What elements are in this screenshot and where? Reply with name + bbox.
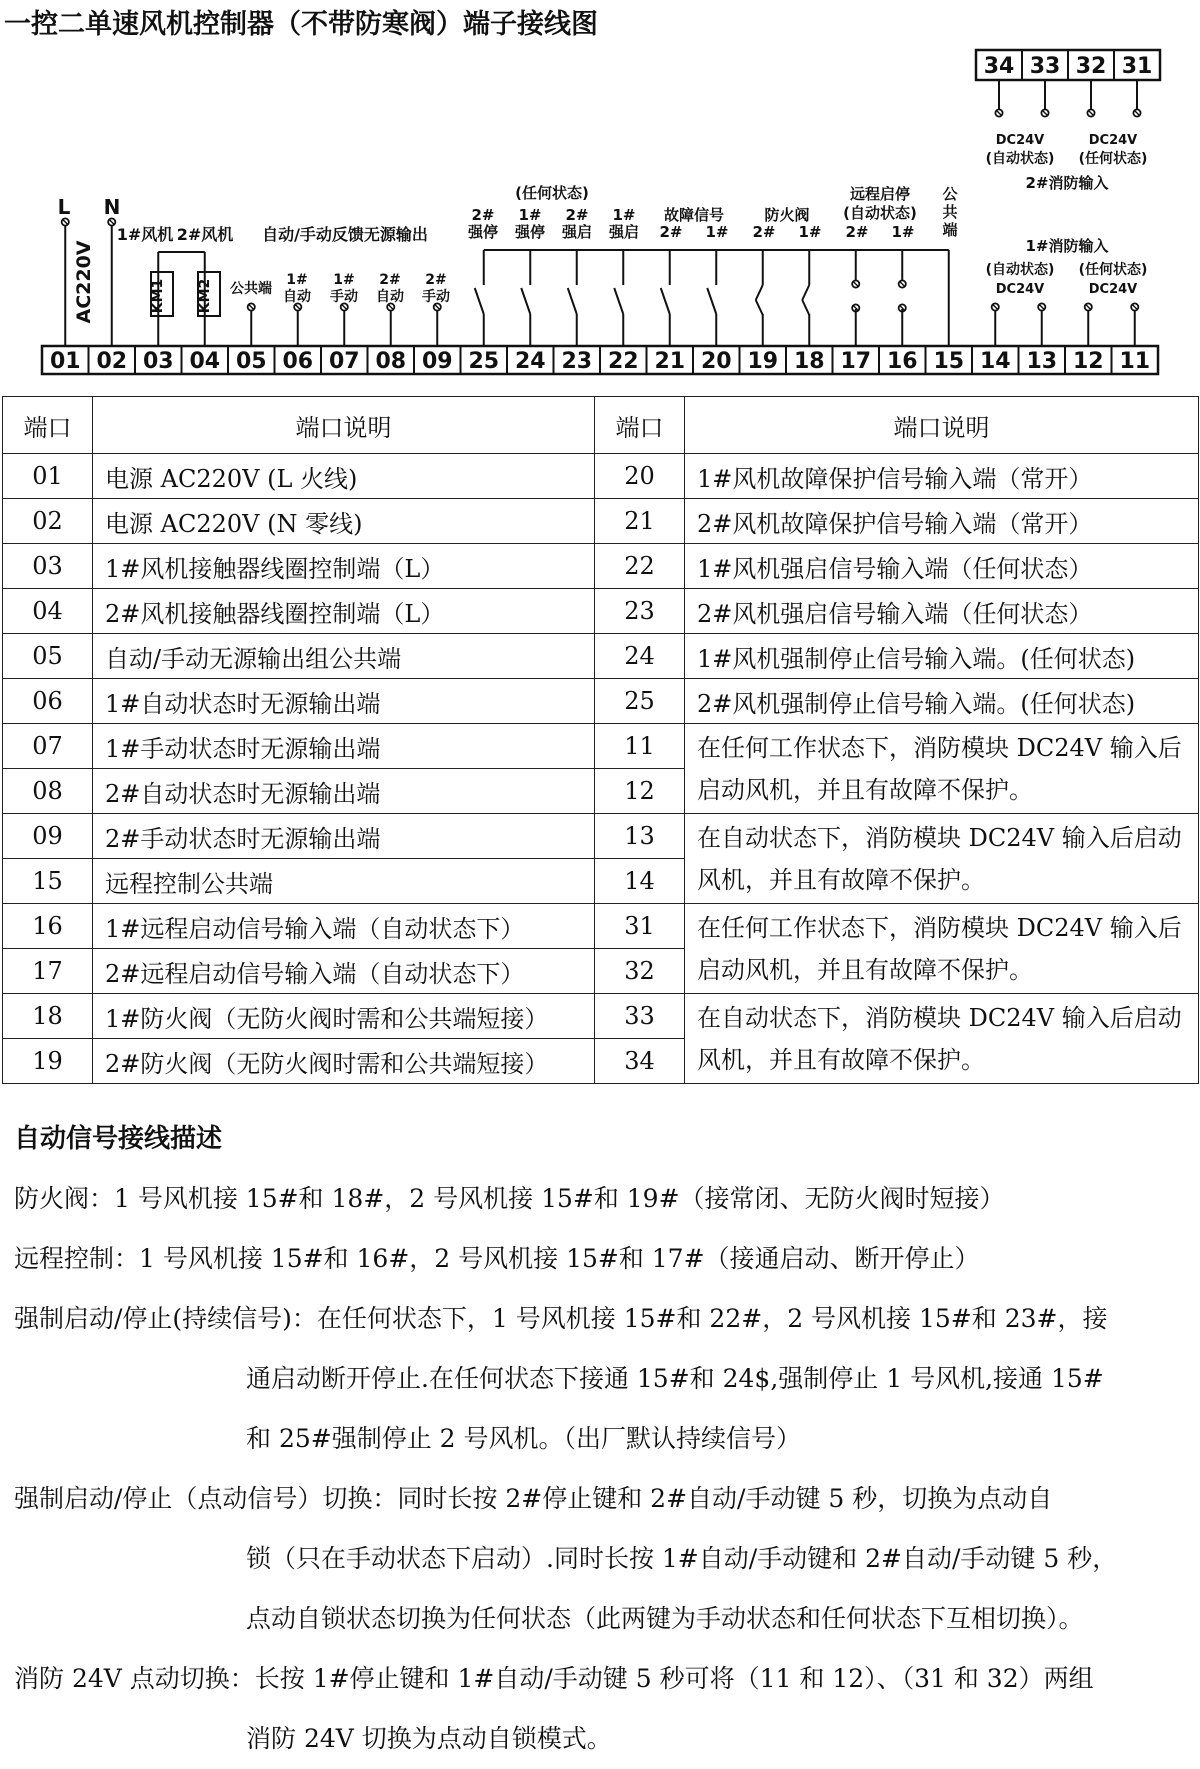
wiring-continuation-line: 通启动断开停止.在任何状态下接通 15#和 24$,强制停止 1 号风机,接通 15#	[246, 1364, 1104, 1393]
table-row	[3, 679, 1199, 724]
terminal-31: 31	[1121, 54, 1153, 79]
label-n: N	[103, 195, 121, 219]
fb-2-num: 1#	[333, 272, 355, 288]
table-row	[3, 904, 1199, 949]
no-contact-icon	[475, 288, 484, 314]
force-4-label: 强启	[608, 223, 640, 241]
port-number: 14	[595, 859, 685, 904]
wiring-diagram	[0, 0, 1200, 392]
terminal-34: 34	[983, 54, 1015, 79]
terminal-14: 14	[979, 349, 1011, 374]
terminal-22: 22	[607, 349, 639, 374]
table-row	[3, 544, 1199, 589]
port-number: 24	[595, 634, 685, 679]
port-description: 1#风机强启信号输入端（任何状态）	[685, 544, 1199, 589]
port-number: 15	[3, 859, 93, 904]
bottom-terminal-strip	[42, 346, 1158, 374]
port-number: 19	[3, 1039, 93, 1084]
nc-contact-icon	[802, 285, 809, 300]
header-port-right: 端口	[595, 397, 685, 454]
table-row	[3, 634, 1199, 679]
nc-contact-icon	[802, 300, 809, 315]
port-number: 31	[595, 904, 685, 949]
port-number: 06	[3, 679, 93, 724]
terminal-13: 13	[1026, 349, 1058, 374]
port-description: 2#远程启动信号输入端（自动状态下）	[93, 949, 595, 994]
terminal-21: 21	[654, 349, 686, 374]
wiring-paragraph	[14, 1469, 1190, 1649]
port-number: 05	[3, 634, 93, 679]
fb-2-mode: 手动	[330, 289, 358, 305]
port-number: 21	[595, 499, 685, 544]
port-number: 08	[3, 769, 93, 814]
port-number: 22	[595, 544, 685, 589]
port-description: 2#自动状态时无源输出端	[93, 769, 595, 814]
header-port-left: 端口	[3, 397, 93, 454]
terminal-05: 05	[235, 349, 267, 374]
wiring-continuation-line: 点动自锁状态切换为任何状态（此两键为手动状态和任何状态下互相切换）。	[246, 1604, 1084, 1633]
common-end-3: 端	[942, 221, 958, 239]
remote-num-1: 1#	[891, 223, 915, 241]
port-number: 25	[595, 679, 685, 724]
force-4-num: 1#	[612, 206, 636, 224]
port-description: 电源 AC220V (L 火线)	[93, 454, 595, 499]
terminal-03: 03	[142, 349, 174, 374]
port-description: 电源 AC220V (N 零线)	[93, 499, 595, 544]
port-description: 2#风机强制停止信号输入端。(任何状态)	[685, 679, 1199, 724]
common-end-1: 公	[942, 185, 958, 203]
wiring-paragraph	[14, 1649, 1190, 1769]
wiring-paragraph	[14, 1229, 1190, 1289]
fb-4-mode: 手动	[422, 289, 450, 305]
remote-state: (自动状态)	[843, 204, 917, 222]
force-3-label: 强启	[561, 223, 593, 241]
wiring-line: 消防 24V 点动切换：长按 1#停止键和 1#自动/手动键 5 秒可将（11 和 12）、（31 和 32）两组	[14, 1664, 1094, 1693]
force-1-label: 强停	[467, 223, 499, 241]
fault-title: 故障信号	[663, 206, 725, 224]
fb-1-num: 1#	[286, 272, 308, 288]
terminal-33: 33	[1029, 54, 1061, 79]
wiring-paragraph	[14, 1169, 1190, 1229]
fault-num-1: 1#	[705, 223, 729, 241]
wiring-continuation-line: 消防 24V 切换为点动自锁模式。	[246, 1724, 612, 1753]
port-number: 13	[595, 814, 685, 859]
port-description: 1#风机接触器线圈控制端（L）	[93, 544, 595, 589]
label-l: L	[57, 195, 71, 219]
nc-contact-icon	[756, 300, 763, 315]
force-2-num: 1#	[518, 206, 542, 224]
fault-num-2: 2#	[659, 223, 683, 241]
no-contact-icon	[661, 288, 670, 314]
fan1-label: 1#风机	[116, 225, 174, 244]
port-description: 2#风机故障保护信号输入端（常开）	[685, 499, 1199, 544]
port-number: 12	[595, 769, 685, 814]
fire1-dc-any: DC24V	[1088, 282, 1138, 297]
port-number: 32	[595, 949, 685, 994]
port-number: 34	[595, 1039, 685, 1084]
port-number: 02	[3, 499, 93, 544]
fb-3-num: 2#	[379, 272, 401, 288]
port-number: 18	[3, 994, 93, 1039]
fb-3-mode: 自动	[376, 289, 404, 305]
terminal-25: 25	[468, 349, 500, 374]
wiring-line: 远程控制：1 号风机接 15#和 16#，2 号风机接 15#和 17#（接通启动、断开停止）	[14, 1244, 980, 1273]
wiring-paragraph	[14, 1289, 1190, 1469]
terminal-12: 12	[1072, 349, 1104, 374]
port-description-merged: 在自动状态下，消防模块 DC24V 输入后启动风机，并且有故障不保护。	[685, 814, 1199, 904]
page-title: 一控二单速风机控制器（不带防寒阀）端子接线图	[4, 9, 598, 40]
port-description: 1#自动状态时无源输出端	[93, 679, 595, 724]
port-description-merged: 在任何工作状态下，消防模块 DC24V 输入后启动风机，并且有故障不保护。	[685, 724, 1199, 814]
remote-num-2: 2#	[845, 223, 869, 241]
fire2-dc-any: DC24V	[1088, 133, 1138, 148]
table-row	[3, 814, 1199, 859]
fb-1-mode: 自动	[283, 289, 311, 305]
top-terminal-strip	[976, 50, 1160, 80]
port-number: 20	[595, 454, 685, 499]
no-contact-icon	[568, 288, 577, 314]
table-row	[3, 499, 1199, 544]
port-description: 1#风机故障保护信号输入端（常开）	[685, 454, 1199, 499]
terminal-11: 11	[1119, 349, 1151, 374]
port-description: 自动/手动无源输出组公共端	[93, 634, 595, 679]
port-description: 1#手动状态时无源输出端	[93, 724, 595, 769]
terminal-19: 19	[747, 349, 779, 374]
fb-4-num: 2#	[425, 272, 447, 288]
terminal-18: 18	[793, 349, 825, 374]
port-description: 1#防火阀（无防火阀时需和公共端短接）	[93, 994, 595, 1039]
wiring-line: 强制启动/停止（点动信号）切换：同时长按 2#停止键和 2#自动/手动键 5 秒，切换为点动自	[14, 1484, 1053, 1513]
table-row	[3, 724, 1199, 769]
remote-title: 远程启停	[849, 185, 911, 203]
fire1-auto: (自动状态)	[985, 262, 1055, 278]
port-number: 04	[3, 589, 93, 634]
wiring-line: 强制启动/停止(持续信号)：在任何状态下，1 号风机接 15#和 22#，2 号风机接 15#和 23#，接	[14, 1304, 1108, 1333]
common-end-2: 共	[942, 203, 958, 221]
terminal-04: 04	[189, 349, 221, 374]
port-number: 03	[3, 544, 93, 589]
port-description: 2#防火阀（无防火阀时需和公共端短接）	[93, 1039, 595, 1084]
port-description: 2#手动状态时无源输出端	[93, 814, 595, 859]
table-row	[3, 994, 1199, 1039]
port-number: 17	[3, 949, 93, 994]
terminal-08: 08	[375, 349, 407, 374]
port-description: 1#风机强制停止信号输入端。(任何状态)	[685, 634, 1199, 679]
wiring-line: 防火阀：1 号风机接 15#和 18#，2 号风机接 15#和 19#（接常闭、无防火阀时短接）	[14, 1184, 1005, 1213]
fire2-title: 2#消防输入	[1025, 174, 1109, 192]
port-number: 11	[595, 724, 685, 769]
nc-contact-icon	[756, 285, 763, 300]
no-contact-icon	[521, 288, 530, 314]
port-description: 1#远程启动信号输入端（自动状态下）	[93, 904, 595, 949]
no-contact-icon	[707, 288, 716, 314]
wiring-continuation-line: 锁（只在手动状态下启动）.同时长按 1#自动/手动键和 2#自动/手动键 5 秒，	[246, 1544, 1118, 1573]
terminal-15: 15	[933, 349, 965, 374]
force-1-num: 2#	[471, 206, 495, 224]
terminal-32: 32	[1075, 54, 1107, 79]
fire1-title: 1#消防输入	[1025, 237, 1109, 255]
table-row	[3, 454, 1199, 499]
fan2-label: 2#风机	[176, 225, 234, 244]
wiring-heading: 自动信号接线描述	[14, 1124, 223, 1154]
terminal-24: 24	[514, 349, 546, 374]
table-row	[3, 589, 1199, 634]
port-description: 2#风机强启信号输入端（任何状态）	[685, 589, 1199, 634]
terminal-17: 17	[840, 349, 872, 374]
port-number: 01	[3, 454, 93, 499]
wiring-continuation-line: 和 25#强制停止 2 号风机。（出厂默认持续信号）	[246, 1424, 802, 1453]
damper-num-2: 2#	[752, 223, 776, 241]
diagram-wires	[62, 80, 1141, 346]
terminal-02: 02	[96, 349, 128, 374]
km2-label: KM2	[197, 278, 213, 314]
port-number: 16	[3, 904, 93, 949]
terminal-06: 06	[282, 349, 314, 374]
damper-title: 防火阀	[764, 206, 810, 224]
common-label: 公共端	[230, 281, 272, 297]
port-number: 23	[595, 589, 685, 634]
header-desc-right: 端口说明	[685, 397, 1199, 454]
port-number: 09	[3, 814, 93, 859]
port-description: 远程控制公共端	[93, 859, 595, 904]
no-contact-icon	[614, 288, 623, 314]
fire2-any: (任何状态)	[1078, 151, 1148, 167]
damper-num-1: 1#	[798, 223, 822, 241]
fire2-auto: (自动状态)	[985, 151, 1055, 167]
wiring-description	[14, 1118, 1190, 1769]
terminal-01: 01	[49, 349, 81, 374]
port-table	[2, 396, 1199, 1084]
port-description-merged: 在任何工作状态下，消防模块 DC24V 输入后启动风机，并且有故障不保护。	[685, 904, 1199, 994]
port-number: 07	[3, 724, 93, 769]
fire2-dc-auto: DC24V	[995, 133, 1045, 148]
terminal-16: 16	[886, 349, 918, 374]
port-description: 2#风机接触器线圈控制端（L）	[93, 589, 595, 634]
label-ac220v: AC220V	[73, 240, 95, 324]
km1-label: KM1	[150, 278, 166, 314]
force-3-num: 2#	[565, 206, 589, 224]
feedback-title: 自动/手动反馈无源输出	[262, 225, 428, 244]
header-desc-left: 端口说明	[93, 397, 595, 454]
any-state-top: (任何状态)	[515, 184, 589, 202]
terminal-07: 07	[328, 349, 360, 374]
fire1-dc-auto: DC24V	[995, 282, 1045, 297]
terminal-20: 20	[700, 349, 732, 374]
terminal-23: 23	[561, 349, 593, 374]
fire1-any: (任何状态)	[1078, 262, 1148, 278]
port-description-merged: 在自动状态下，消防模块 DC24V 输入后启动风机，并且有故障不保护。	[685, 994, 1199, 1084]
port-number: 33	[595, 994, 685, 1039]
force-2-label: 强停	[514, 223, 546, 241]
table-header-row	[3, 397, 1199, 454]
terminal-09: 09	[421, 349, 453, 374]
